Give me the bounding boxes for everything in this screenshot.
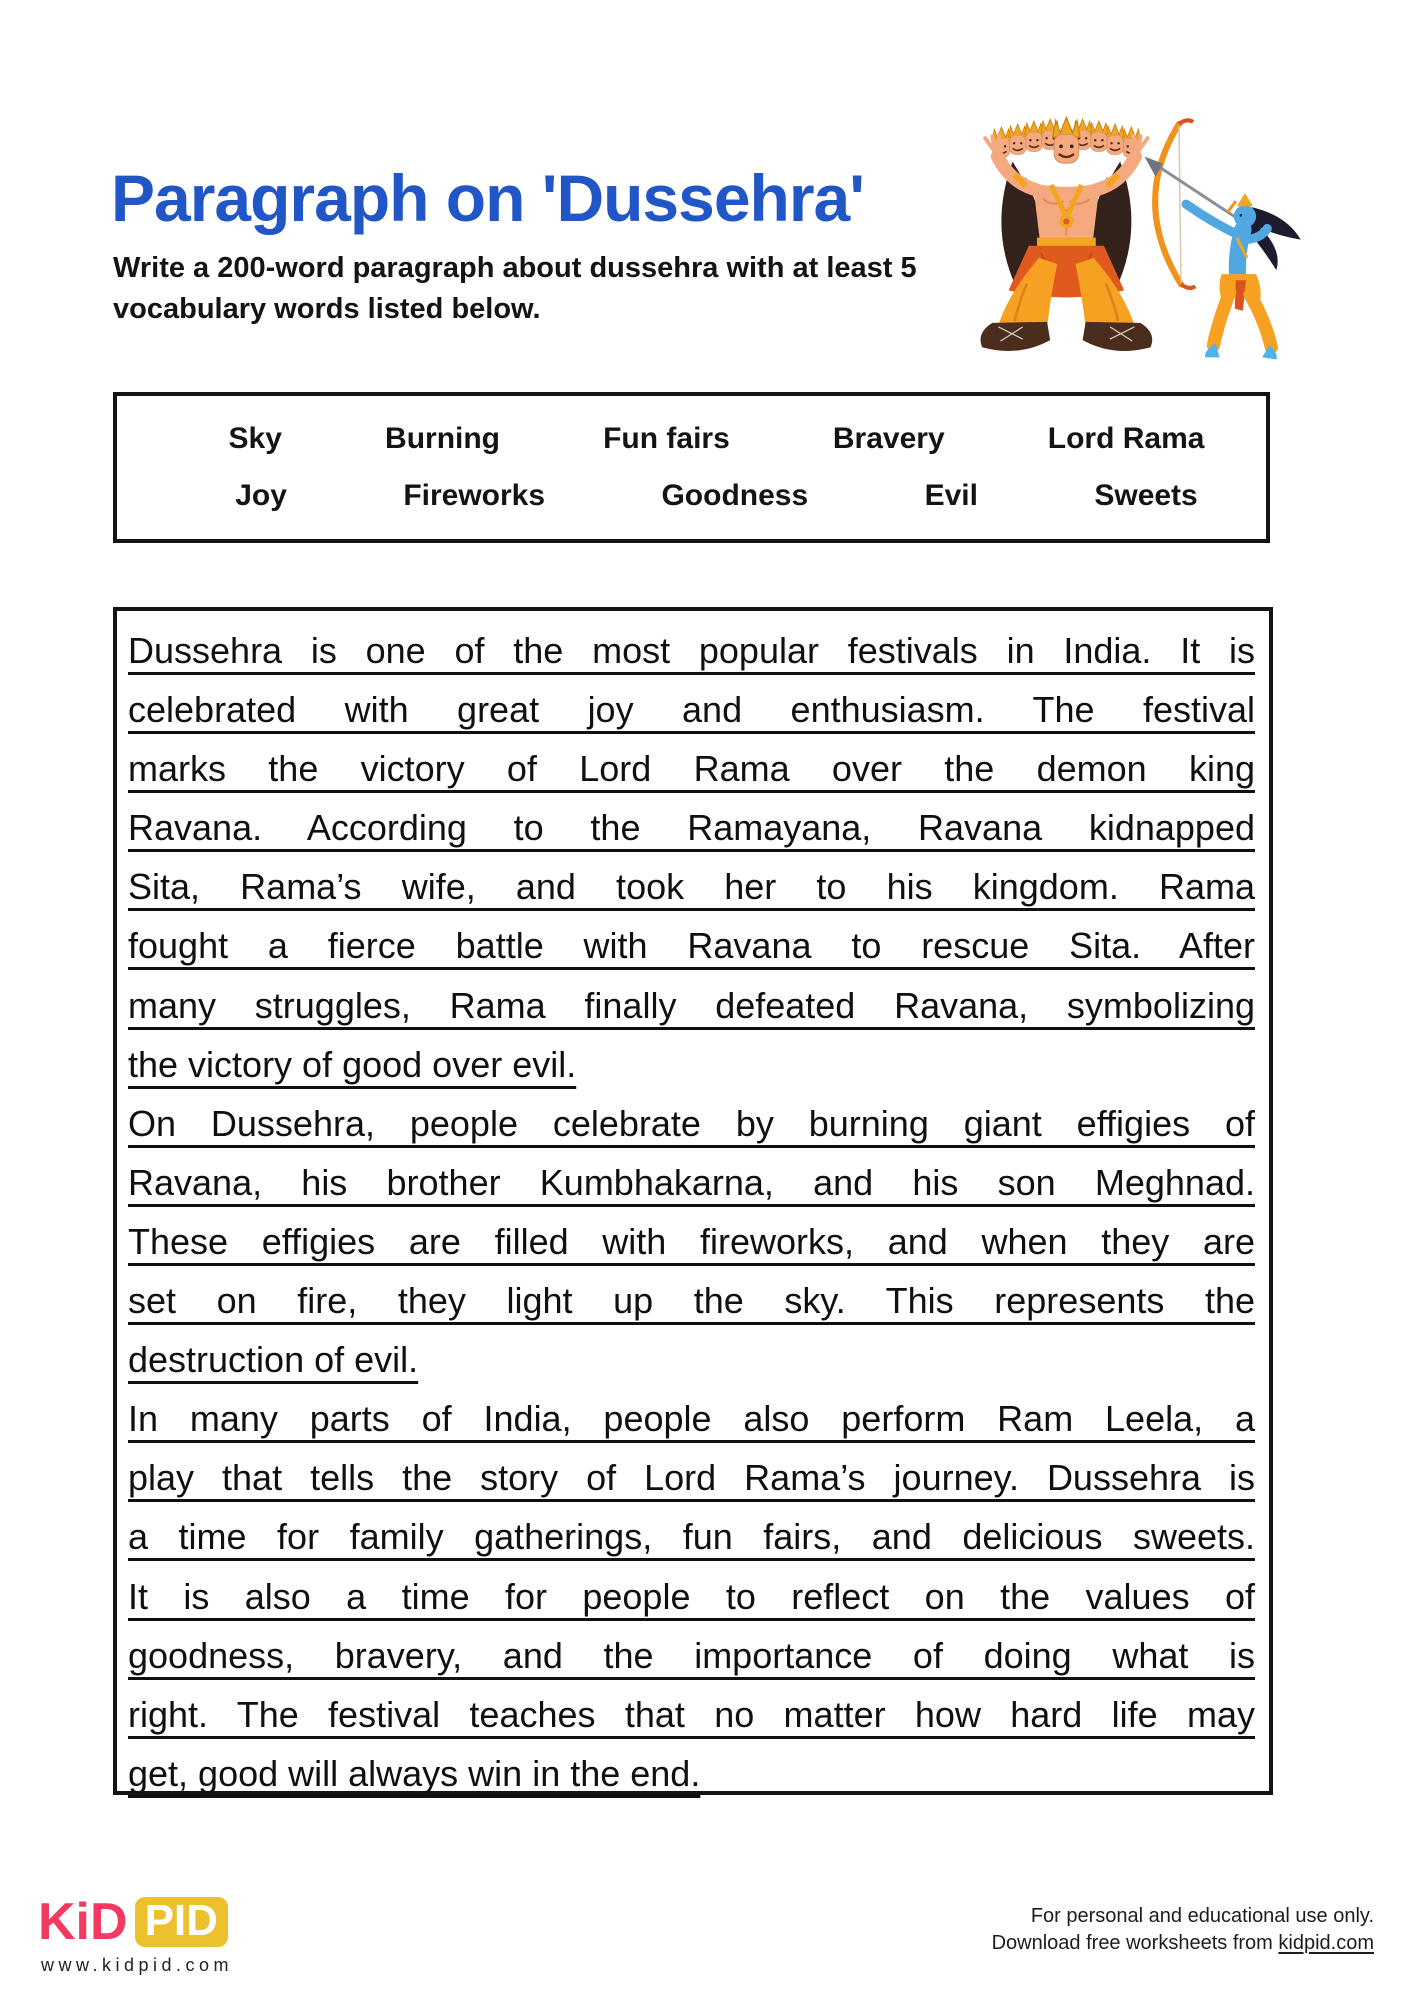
kidpid-logo — [38, 1892, 228, 1952]
essay-box — [113, 607, 1273, 1795]
essay-line: celebrated with great joy and enthusiasm. The festival — [128, 689, 1255, 731]
vocab-row2 — [177, 479, 1256, 513]
essay-line: Sita, Rama’s wife, and took her to his kingdom. Rama — [128, 866, 1255, 908]
essay-line: many struggles, Rama finally defeated Ravana, symbolizing — [128, 984, 1255, 1026]
essay-line: set on fire, they light up the sky. This represents the — [128, 1280, 1255, 1322]
essay-line: play that tells the story of Lord Rama’s journey. Dussehra is — [128, 1457, 1255, 1499]
vocab-word: Joy — [235, 478, 287, 512]
vocab-word: Sky — [228, 422, 282, 456]
essay-line: Ravana, his brother Kumbhakarna, and his son Meghnad. — [128, 1161, 1255, 1203]
instructions — [113, 248, 917, 330]
essay-line: a time for family gatherings, fun fairs, and delicious sweets. — [128, 1516, 1255, 1558]
essay-line: In many parts of India, people also perform Ram Leela, a — [128, 1398, 1255, 1440]
essay-line: marks the victory of Lord Rama over the demon king — [128, 748, 1255, 790]
kidpid-link[interactable]: kidpid.com — [1278, 1932, 1374, 1954]
essay-line: Dussehra is one of the most popular festivals in India. It is — [128, 630, 1255, 671]
vocab-word: Evil — [924, 478, 978, 512]
vocabulary-box — [113, 392, 1270, 543]
essay-line: the victory of good over evil. — [128, 1043, 577, 1085]
vocab-word: Bravery — [832, 422, 945, 456]
essay-text — [128, 621, 1255, 1803]
logo-pid-badge: PID — [135, 1897, 228, 1947]
page-title: Paragraph on 'Dussehra' — [111, 161, 864, 235]
footer-note — [992, 1903, 1374, 1957]
dussehra-illustration — [970, 85, 1320, 370]
rama-figure — [1144, 120, 1300, 359]
footer-note-line1: For personal and educational use only. — [1030, 1905, 1374, 1927]
vocab-row1 — [177, 422, 1256, 456]
essay-line: These effigies are filled with fireworks, and when they are — [128, 1220, 1255, 1262]
vocab-word: Goodness — [661, 478, 809, 512]
instructions-line-1: Write a 200-word paragraph about dussehra with at least 5 — [113, 252, 917, 284]
essay-line: goodness, bravery, and the importance of doing what is — [128, 1634, 1255, 1676]
vocab-word: Sweets — [1094, 478, 1198, 512]
essay-line: fought a fierce battle with Ravana to rescue Sita. After — [128, 925, 1255, 967]
essay-line: On Dussehra, people celebrate by burning giant effigies of — [128, 1102, 1255, 1144]
essay-line: destruction of evil. — [128, 1339, 419, 1381]
logo-kid-text: KiD — [38, 1893, 128, 1951]
vocab-word: Burning — [385, 422, 501, 456]
vocab-word: Lord Rama — [1047, 422, 1205, 456]
instructions-line-2: vocabulary words listed below. — [113, 293, 541, 325]
footer-note-line2 — [992, 1930, 1374, 1957]
essay-line: It is also a time for people to reflect on the values of — [128, 1575, 1255, 1617]
essay-line: Ravana. According to the Ramayana, Ravana kidnapped — [128, 807, 1255, 849]
website-url: www.kidpid.com — [41, 1955, 234, 1975]
footer-note-line2-text: Download free worksheets from — [991, 1932, 1279, 1954]
essay-line: right. The festival teaches that no matter how hard life may — [128, 1693, 1255, 1735]
ravana-figure — [981, 117, 1153, 351]
vocab-word: Fun fairs — [603, 422, 730, 456]
essay-line: get, good will always win in the end. — [128, 1752, 701, 1794]
vocab-word: Fireworks — [403, 478, 546, 512]
